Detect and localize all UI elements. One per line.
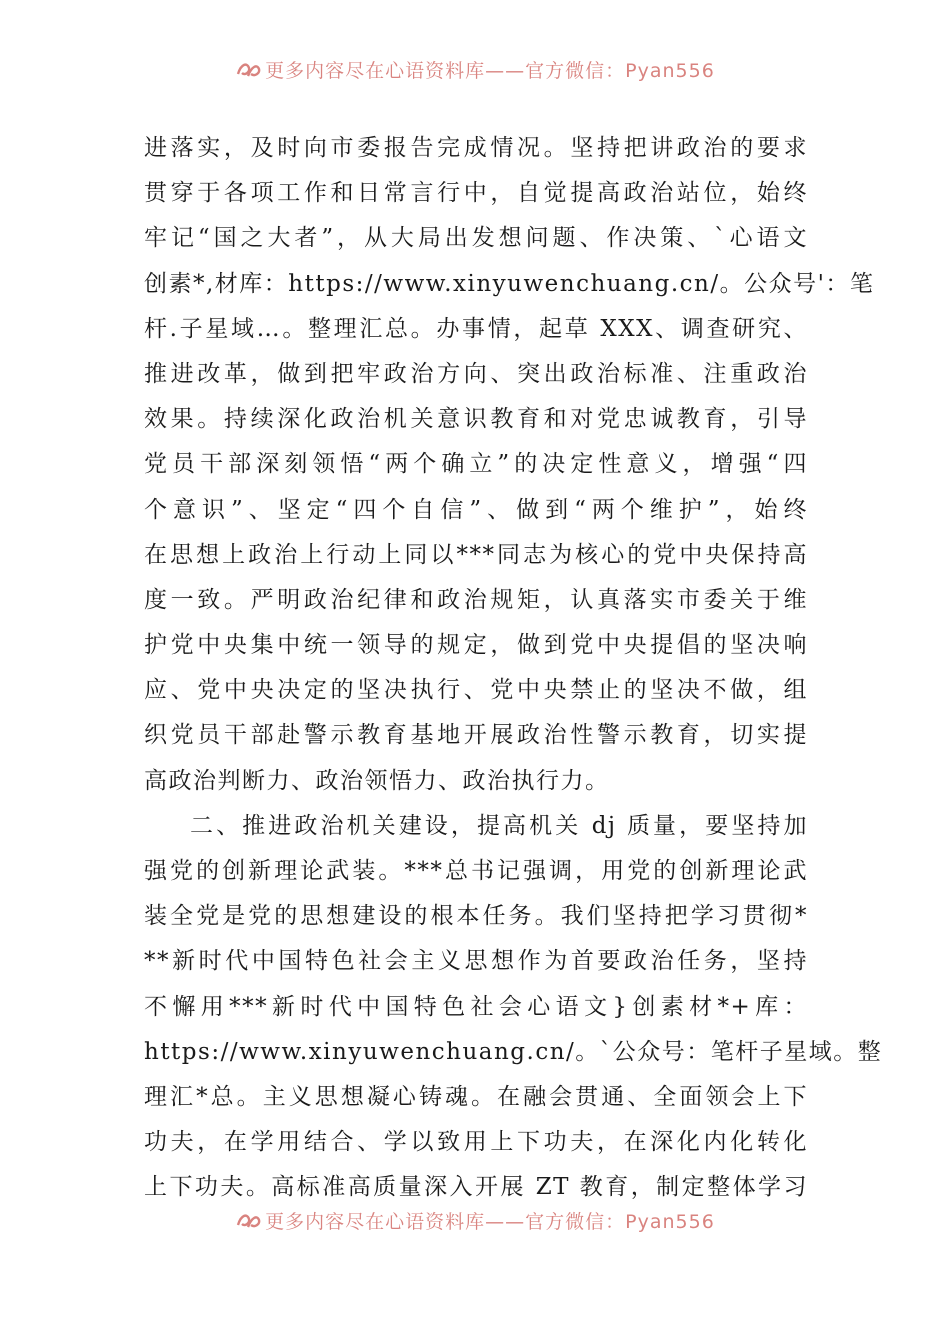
watermark-text: 更多内容尽在心语资料库——官方微信：Pyan556 bbox=[265, 60, 715, 82]
text-line: 牢记“国之大者”，从大局出发想问题、作决策、`心语文 bbox=[144, 225, 808, 252]
text-line: 杆.子星域…。整理汇总。办事情，起草 XXX、调查研究、 bbox=[144, 315, 808, 342]
text-line: 创素*,材库：https://www.xinyuwenchuang.cn/。公众号'：笔 bbox=[144, 270, 875, 297]
text-line: 进落实，及时向市委报告完成情况。坚持把讲政治的要求 bbox=[144, 135, 808, 161]
text-line: 装全党是党的思想建设的根本任务。我们坚持把学习贯彻* bbox=[144, 903, 808, 930]
text-line: 推进改革，做到把牢政治方向、突出政治标准、注重政治 bbox=[144, 360, 808, 387]
text-line: 强党的创新理论武装。***总书记强调，用党的创新理论武 bbox=[144, 858, 808, 884]
text-line: 织党员干部赴警示教育基地开展政治性警示教育，切实提 bbox=[144, 722, 808, 749]
watermark-logo-icon bbox=[235, 1211, 261, 1231]
text-line: **新时代中国特色社会主义思想作为首要政治任务，坚持 bbox=[144, 948, 808, 975]
text-line: https://www.xinyuwenchuang.cn/。`公众号：笔杆子星域。整 bbox=[144, 1038, 883, 1065]
paragraph-end-line: 高政治判断力、政治领悟力、政治执行力。 bbox=[144, 767, 610, 794]
text-line: 功夫，在学用结合、学以致用上下功夫，在深化内化转化 bbox=[144, 1129, 808, 1156]
text-line: 度一致。严明政治纪律和政治规矩，认真落实市委关于维 bbox=[144, 586, 808, 613]
watermark-text: 更多内容尽在心语资料库——官方微信：Pyan556 bbox=[265, 1211, 715, 1233]
text-line: 在思想上政治上行动上同以***同志为核心的党中央保持高 bbox=[144, 541, 808, 568]
text-line: 党员干部深刻领悟“两个确立”的决定性意义，增强“四 bbox=[144, 451, 808, 478]
text-line: 贯穿于各项工作和日常言行中，自觉提高政治站位，始终 bbox=[144, 180, 808, 207]
text-line: 个意识”、坚定“四个自信”、做到“两个维护”，始终 bbox=[144, 496, 808, 523]
text-line: 应、党中央决定的坚决执行、党中央禁止的坚决不做，组 bbox=[144, 677, 808, 704]
text-line: 理汇*总。主义思想凝心铸魂。在融会贯通、全面领会上下 bbox=[144, 1083, 808, 1110]
text-line: 护党中央集中统一领导的规定，做到党中央提倡的坚决响 bbox=[144, 632, 808, 659]
text-line: 上下功夫。高标准高质量深入开展 ZT 教育，制定整体学习 bbox=[144, 1174, 808, 1201]
section-heading-line: 二、推进政治机关建设，提高机关 dj 质量，要坚持加 bbox=[190, 812, 808, 839]
watermark-logo-icon bbox=[235, 60, 261, 80]
document-body bbox=[144, 126, 883, 1211]
watermark-header bbox=[0, 56, 950, 86]
text-line: 不懈用***新时代中国特色社会心语文}创素材*+库： bbox=[144, 993, 808, 1020]
text-line: 效果。持续深化政治机关意识教育和对党忠诚教育，引导 bbox=[144, 406, 808, 433]
watermark-footer bbox=[0, 1207, 950, 1237]
